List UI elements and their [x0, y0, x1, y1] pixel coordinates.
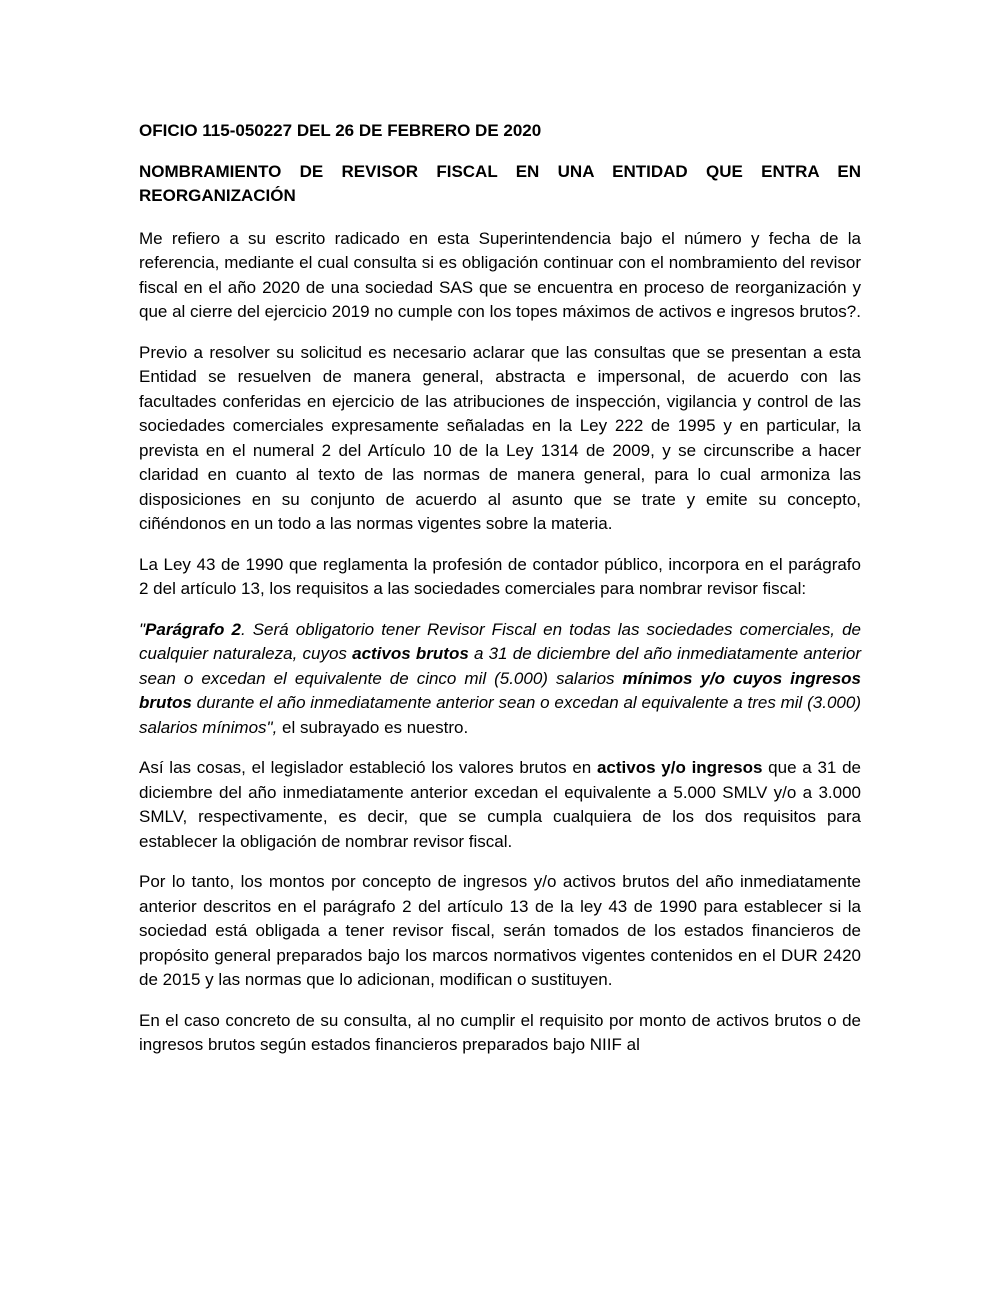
paragraph-ley-43-1990	[139, 553, 861, 602]
text-run: La Ley 43 de 1990 que reglamenta la profesión de contador público, incorpora en el parágrafo 2 del artículo 13, los requisitos a las sociedades comerciales para nombrar revisor fiscal:	[139, 554, 861, 598]
text-run: activos brutos	[352, 644, 469, 663]
document-title: OFICIO 115-050227 DEL 26 DE FEBRERO DE 2020	[139, 121, 542, 140]
text-run: "	[139, 619, 146, 639]
paragraph-cita-paragrafo-2	[139, 618, 861, 741]
text-run: mínimos y/o cuyos ingresos brutos	[139, 668, 862, 712]
text-run: Me refiero a su escrito radicado en esta Superintendencia bajo el número y fecha de la referencia, mediante el cual consulta si es obligación continuar con el nombramiento del revisor fiscal en el año 2020 de una sociedad SAS que se encuentra en proceso de reorganización y que al cierre del ejercicio 2019 no cumple con los topes máximos de activos e ingresos brutos?.	[139, 228, 861, 321]
text-run: el subrayado es nuestro.	[277, 717, 469, 737]
text-run: Previo a resolver su solicitud es necesario aclarar que las consultas que se presentan a esta Entidad se resuelven de manera general, abstracta e impersonal, de acuerdo con las facultades conferidas en ejercicio de las atribuciones de inspección, vigilancia y control de las sociedades comerciales expresamente señaladas en la Ley 222 de 1995 y en particular, la prevista en el numeral 2 del Artículo 10 de la Ley 1314 de 2009, y se circunscribe a hacer claridad en cuanto al texto de las normas de manera general, para lo cual armoniza las disposiciones en su conjunto de acuerdo al asunto que se trate y emite su concepto, ciñéndonos en un todo a las normas vigentes sobre la materia.	[139, 342, 861, 533]
text-run: Parágrafo 2	[145, 619, 241, 639]
document-subtitle: NOMBRAMIENTO DE REVISOR FISCAL EN UNA ENTIDAD QUE ENTRA EN REORGANIZACIÓN	[139, 161, 861, 205]
text-run: En el caso concreto de su consulta, al no cumplir el requisito por monto de activos brutos o de ingresos brutos según estados financieros preparados bajo NIIF al	[139, 1010, 861, 1054]
paragraph-alcance-consultas	[139, 341, 861, 537]
paragraph-montos-estados-financieros	[139, 870, 861, 993]
text-run: Por lo tanto, los montos por concepto de ingresos y/o activos brutos del año inmediatamente anterior descritos en el parágrafo 2 del artículo 13 de la ley 43 de 1990 para establecer si la sociedad está obligada a tener revisor fiscal, serán tomados de los estados financieros de propósito general preparados bajo los marcos normativos vigentes contenidos en el DUR 2420 de 2015 y las normas que lo adicionan, modifican o sustituyen.	[139, 872, 861, 989]
paragraph-intro-consulta	[139, 227, 861, 325]
text-run: que a 31 de diciembre del año inmediatamente anterior excedan el equivalente a 5.000 SMLV y/o a 3.000 SMLV, respectivamente, es decir, que se cumpla cualquiera de los dos requisitos para establecer la obligación de nombrar revisor fiscal.	[139, 758, 861, 851]
text-run: a 31 de diciembre del año inmediatamente anterior sean o excedan el equivalente de cinco mil (5.000) salarios	[139, 644, 861, 688]
text-run: durante el año inmediatamente anterior sean o excedan al equivalente a tres mil (3.000) salarios mínimos",	[139, 693, 861, 737]
text-run: Así las cosas, el legislador estableció los valores brutos en	[139, 758, 597, 777]
paragraph-valores-brutos	[139, 756, 861, 854]
paragraph-caso-concreto	[139, 1009, 861, 1058]
text-run: . Será obligatorio tener Revisor Fiscal en todas las sociedades comerciales, de cualquier naturaleza, cuyos	[139, 619, 861, 663]
text-run: activos y/o ingresos	[596, 758, 763, 777]
